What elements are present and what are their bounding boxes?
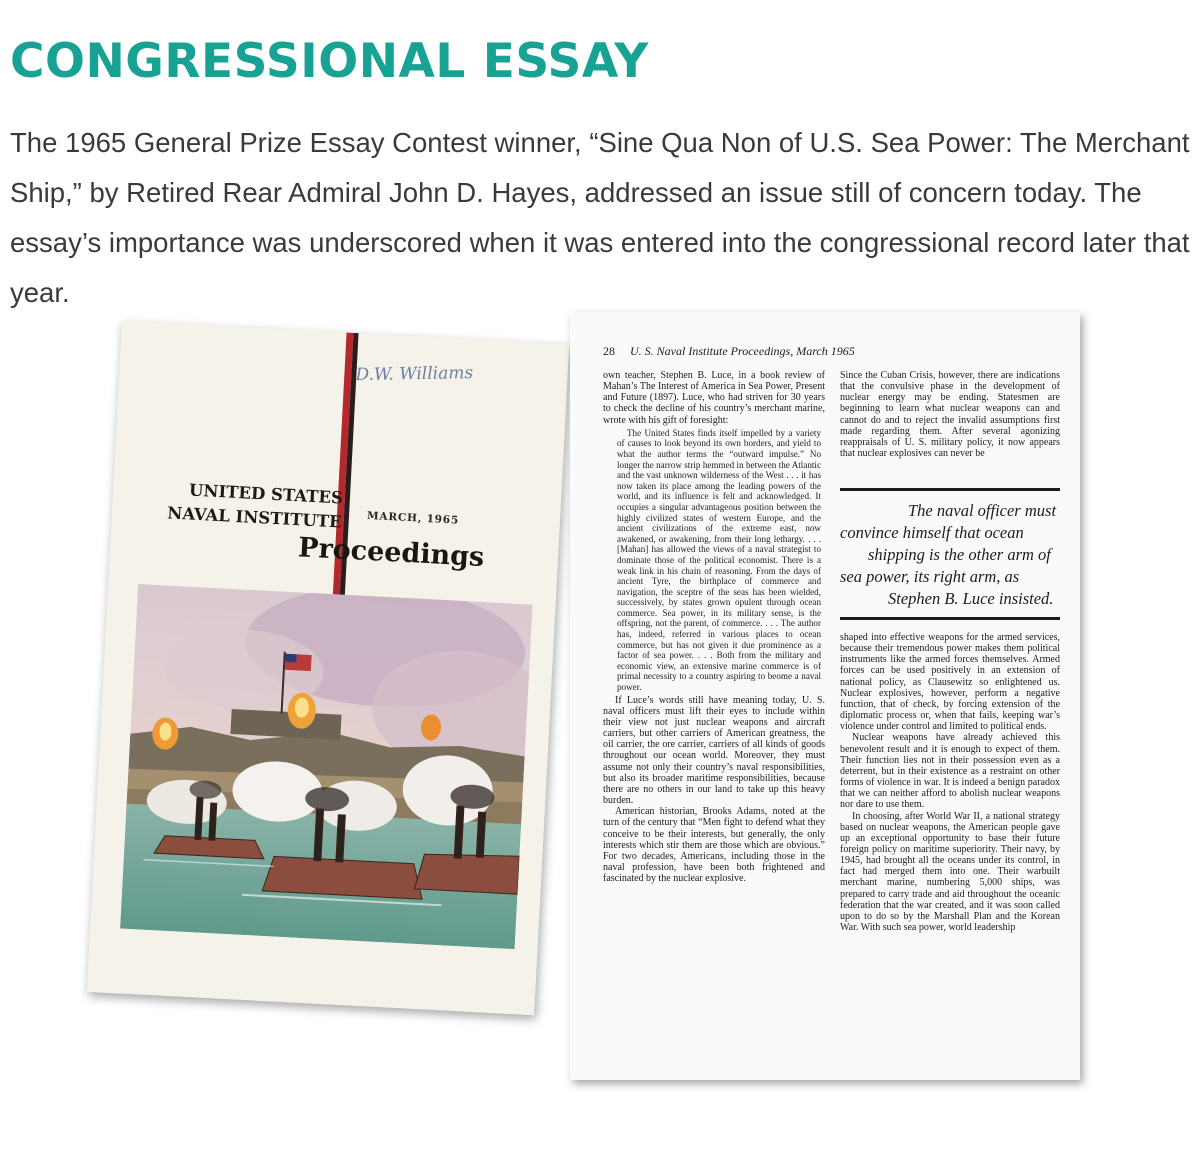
article-right-column-top	[840, 370, 1060, 459]
cover-painting-ironclads	[120, 584, 533, 949]
article-right-column-bottom	[840, 632, 1060, 933]
pull-quote-line-2: convince himself that ocean	[840, 523, 1024, 542]
pull-quote-line-3: shipping is the other arm of	[868, 545, 1051, 564]
cover-signature: D.W. Williams	[355, 363, 474, 386]
left-paragraph-2: If Luce’s words still have meaning today, U. S. naval officers must lift their eyes to include within their view not just nuclear weapons and aircraft carriers, but other carriers of American greatness, the oil carrier, the ore carrier, carriers of all kinds of goods throughout our ocean world. Moreover, they must assume not only their country’s naval responsibilities, but also its broader maritime responsibilities, because there are no others in our land to take up this heavy burden.	[603, 694, 825, 807]
page-number: 28	[603, 344, 615, 358]
right-paragraph-3: Nuclear weapons have already achieved this benevolent result and it is enough to expect of them. Their function lies not in their possession even as a deterrent, but in their existence as a restraint on other forms of violence in war. It is indeed a benign paradox that we can neither afford to abolish nuclear weapons nor dare to use them.	[840, 732, 1060, 811]
pull-quote-line-5: Stephen B. Luce insisted.	[888, 589, 1054, 608]
luce-block-quote: The United States finds itself impelled by a variety of causes to look beyond its own borders, and yield to what the author terms the “outward impulse.” No longer the narrow strip hemmed in between the Atlantic and the vast unknown wilderness of the West . . . it has now taken its place among the leading powers of the world, and its influence is felt and acknowledged. It occupies a singular advantageous position between the highly civilized states of western Europe, and the ancient civilizations of the extreme east, now awakened, or awakening, from their long lethargy. . . . [Mahan] has allowed the views of a naval strategist to dominate those of the political economist. There is a weak link in his chain of reasoning. From the days of ancient Tyre, the birthplace of commerce and navigation, the sceptre of the seas has been wielded, successively, by states grown opulent through ocean commerce. Sea power, in its military sense, is the offspring, not the parent, of commerce. . . . The author has, indeed, referred in various places to ocean commerce, but has not given it due prominence as a factor of sea power. . . . Both from the military and economic view, an extensive marine commerce is of primal necessity to a country aspiring to beome a naval power.	[617, 427, 821, 693]
cover-org-line1: UNITED STATES	[188, 480, 344, 508]
left-paragraph-3: American historian, Brooks Adams, noted at the turn of the century that “Men fight to defend what they conceive to be their interests, but generally, the only interests which stir them are those which are obvious.” For two decades, Americans, including those in the naval profession, have been both frightened and fascinated by the nuclear explosive.	[603, 806, 825, 885]
magazine-cover	[87, 321, 570, 1016]
cover-title: Proceedings	[297, 532, 485, 574]
intro-text: The 1965 General Prize Essay Contest winner, “Sine Qua Non of U.S. Sea Power: The Merchant Ship,” by Retired Rear Admiral John D. Hayes, addressed an issue still of concern today. The essay’s importance was underscored when it was entered into the congressional record later that year.	[10, 127, 1190, 308]
right-paragraph-2: shaped into effective weapons for the armed services, because their tremendous power makes them political instruments like the armed forces themselves. Armed forces can be used positively in an extension of national policy, as Clausewitz so enlightened us. Nuclear explosives, however, perform a negative function, that of check, by forcing extension of the diplomatic process or, when that fails, keeping war’s violence under control and limited to political ends.	[840, 632, 1060, 733]
article-page	[570, 312, 1080, 1080]
right-paragraph-1: Since the Cuban Crisis, however, there are indications that the convulsive phase in the development of nuclear energy may be ending. Statesmen are beginning to learn what nuclear weapons can and cannot do and to reject the invalid assumptions first made regarding them. After several agonizing reappraisals of U. S. military policy, it now appears that nuclear explosives can never be	[840, 370, 1060, 460]
pull-quote-line-1: The naval officer must	[908, 501, 1057, 520]
cover-org-line2: NAVAL INSTITUTE	[166, 503, 343, 532]
left-paragraph-1: own teacher, Stephen B. Luce, in a book review of Mahan’s The Interest of America in Sea Power, Present and Future (1897). Luce, who had striven for 30 years to check the decline of his country’s merchant marine, wrote with his gift of foresight:	[603, 370, 825, 426]
article-left-column	[603, 370, 825, 884]
pull-quote	[840, 488, 1060, 620]
pull-quote-line-4: sea power, its right arm, as	[840, 567, 1020, 586]
cover-publisher	[151, 477, 343, 535]
right-paragraph-4: In choosing, after World War II, a national strategy based on nuclear weapons, the American people gave up an exceptional opportunity to base their future foreign policy on maritime superiority. Their navy, by 1945, had brought all the oceans under its control, in fact had merged them into one. Their warbuilt merchant marine, numbering 5,000 ships, was prepared to carry trade and aid throughout the oceanic federation that the war created, and it was soon called upon to do so by the Marshall Plan and the Korean War. With such sea power, world leadership	[840, 810, 1060, 934]
section-heading: CONGRESSIONAL ESSAY	[10, 34, 649, 89]
running-header	[603, 344, 855, 359]
running-head-title: U. S. Naval Institute Proceedings, March 1965	[630, 344, 855, 358]
cover-date: MARCH, 1965	[366, 509, 460, 527]
